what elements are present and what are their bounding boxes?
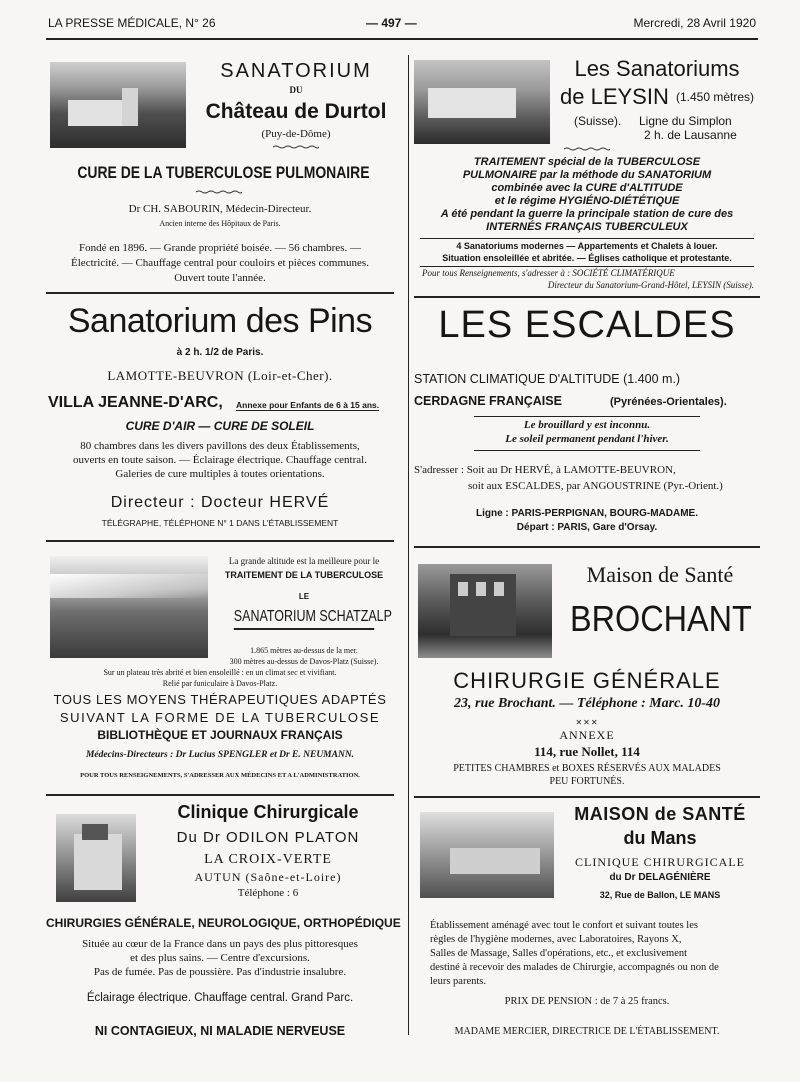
leysin-rule [420,238,754,239]
mans-du-mans: du Mans [623,828,697,848]
mans-building-photo [420,812,554,898]
escaldes-ligne: Ligne : PARIS-PERPIGNAN, BOURG-MADAME. [475,508,699,519]
durtol-sanatorium: SANATORIUM [220,60,372,82]
durtol-director-title: Ancien interne des Hôpitaux de Paris. [159,219,281,228]
escaldes-brouillard: Le brouillard y est inconnu. [523,419,651,431]
mans-text-5: leurs parents. [430,976,486,987]
durtol-director: Dr CH. SABOURIN, Médecin-Directeur. [128,203,312,215]
platon-clinic-photo [56,814,136,902]
brochant-nollet: 114, rue Nollet, 114 [534,744,640,759]
schatzalp-name: SANATORIUM SCHATZALP [234,608,374,630]
brochant-name: BROCHANT [570,598,752,639]
durtol-castle-photo [50,62,186,148]
column-divider [408,55,409,1035]
pins-text-1: 80 chambres dans les divers pavillons des deux Établissements, [80,440,360,452]
pins-telephone: TÉLÉGRAPHE, TÉLÉPHONE N° 1 DANS L'ÉTABLISSEMENT [101,518,339,528]
schatzalp-alt-2: 300 mètres au-dessus de Davos-Platz (Suisse). [229,657,379,666]
schatzalp-moyens-2: SUIVANT LA FORME DE LA TUBERCULOSE [59,710,381,725]
escaldes-soleil: Le soleil permanent pendant l'hiver. [505,433,669,445]
platon-croix-verte: LA CROIX-VERTE [204,852,332,867]
mans-text-4: destiné à recevoir des malades de Chirurgie, accompagnés ou non de [430,962,719,973]
schatzalp-contact: POUR TOUS RENSEIGNEMENTS, S'ADRESSER AUX MÉDECINS ET A L'ADMINISTRATION. [80,772,360,779]
ad-maison-du-mans [414,798,760,1048]
leysin-contact-2: Directeur du Sanatorium-Grand-Hôtel, LEYSIN (Suisse). [547,280,754,290]
mans-text-3: Salles de Massage, Salles d'opérations, etc., et exclusivement [430,948,688,959]
escaldes-title: LES ESCALDES [438,304,736,346]
escaldes-cerdagne: CERDAGNE FRANÇAISE [414,394,562,408]
running-header [48,14,756,36]
ornament [564,147,610,151]
schatzalp-mountain-photo [50,556,208,658]
brochant-maison: Maison de Santé [586,562,734,587]
pins-director: Directeur : Docteur HERVÉ [110,494,330,511]
escaldes-address-1: S'adresser : Soit au Dr HERVÉ, à LAMOTTE-BEUVRON, [414,464,676,476]
ad-brochant [414,548,760,796]
escaldes-rule [474,416,700,417]
leysin-country: (Suisse). [574,114,622,128]
ad-sanatorium-des-pins [46,294,394,540]
ad-clinique-platon [46,796,401,1056]
pins-cure: CURE D'AIR — CURE DE SOLEIL [125,419,315,433]
ad-schatzalp [46,542,394,794]
durtol-cure-title: CURE DE LA TUBERCULOSE PULMONAIRE [77,163,370,182]
leysin-info-1: 4 Sanatoriums modernes — Appartements et Chalets à louer. [456,241,718,251]
brochant-chirurgie: CHIRURGIE GÉNÉRALE [453,668,721,693]
platon-chirurgies: CHIRURGIES GÉNÉRALE, NEUROLOGIQUE, ORTHOPÉDIQUE [46,916,401,930]
leysin-para-1: TRAITEMENT spécial de la TUBERCULOSE [473,156,701,168]
durtol-text-1: Fondé en 1896. — Grande propriété boisée. — 56 chambres. — [79,242,361,254]
mans-directrice: MADAME MERCIER, DIRECTRICE DE L'ÉTABLISSEMENT. [454,1026,720,1037]
pins-distance: à 2 h. 1/2 de Paris. [176,347,264,358]
leysin-lausanne: 2 h. de Lausanne [644,128,737,142]
leysin-rule [420,266,754,267]
brochant-para-2: PEU FORTUNÉS. [549,776,625,787]
mans-clinique: CLINIQUE CHIRURGICALE [575,855,745,869]
leysin-para-3: combinée avec la CURE d'ALTITUDE [491,182,683,194]
pins-villa: VILLA JEANNE-D'ARC, [48,394,223,411]
ad-durtol [46,48,394,292]
ornament [273,145,319,149]
durtol-region: (Puy-de-Dôme) [261,128,331,140]
escaldes-depart: Départ : PARIS, Gare d'Orsay. [516,522,658,533]
ad-leysin [414,48,760,296]
durtol-du: DU [289,85,303,95]
pins-title: Sanatorium des Pins [67,302,373,340]
leysin-title-2: de LEYSIN [560,84,669,109]
leysin-altitude: (1.450 mètres) [676,90,755,104]
brochant-annexe: ANNEXE [559,728,615,742]
brochant-building-photo [418,564,552,658]
schatzalp-alt-3: Sur un plateau très abrité et bien ensoleillé : en un climat sec et vivifiant. [103,668,337,677]
leysin-para-4: et le régime HYGIÉNO-DIÉTÉTIQUE [494,195,680,207]
leysin-contact-1: Pour tous Renseignements, s'adresser à : SOCIÉTÉ CLIMATÉRIQUE [422,268,675,278]
brochant-address: 23, rue Brochant. — Téléphone : Marc. 10-40 [454,696,720,711]
platon-eclairage: Éclairage électrique. Chauffage central. Grand Parc. [86,992,354,1004]
pins-location: LAMOTTE-BEUVRON (Loir-et-Cher). [107,368,333,383]
leysin-para-5: A été pendant la guerre la principale station de cure des [440,208,734,220]
schatzalp-directors: Médecins-Directeurs : Dr Lucius SPENGLER et Dr E. NEUMANN. [85,750,355,760]
platon-autun: AUTUN (Saône-et-Loire) [194,870,342,884]
brochant-para-1: PETITES CHAMBRES et BOXES RÉSERVÉS AUX MALADES [453,763,721,774]
durtol-name: Château de Durtol [205,100,387,123]
leysin-photo [414,60,550,144]
ornament: ✕✕✕ [575,718,599,727]
mans-doctor: du Dr DELAGÉNIÈRE [609,872,711,883]
leysin-para-6: INTERNÉS FRANÇAIS TUBERCULEUX [486,221,688,233]
schatzalp-intro-1: La grande altitude est la meilleure pour le [228,556,380,566]
ornament [196,190,242,194]
leysin-para-2: PULMONAIRE par la méthode du SANATORIUM [462,169,712,181]
platon-clinique: Clinique Chirurgicale [177,802,359,822]
mans-address: 32, Rue de Ballon, LE MANS [599,890,721,900]
schatzalp-bibliotheque: BIBLIOTHÈQUE ET JOURNAUX FRANÇAIS [97,728,343,742]
mans-text-1: Établissement aménagé avec tout le confort et suivant toutes les [430,920,698,931]
platon-ni-contagieux: NI CONTAGIEUX, NI MALADIE NERVEUSE [94,1024,346,1038]
schatzalp-alt-4: Relié par funiculaire à Davos-Platz. [162,679,278,688]
escaldes-pyrenees: (Pyrénées-Orientales). [610,396,727,408]
pins-annexe: Annexe pour Enfants de 6 à 15 ans. [236,400,380,410]
schatzalp-le: LE [298,592,310,601]
escaldes-station: STATION CLIMATIQUE D'ALTITUDE (1.400 m.) [414,372,681,386]
leysin-simplon: Ligne du Simplon [639,114,732,128]
mans-text-2: règles de l'hygiène modernes, avec Laboratoires, Rayons X, [430,934,682,945]
ad-les-escaldes [414,298,760,546]
durtol-text-3: Ouvert toute l'année. [174,272,266,284]
durtol-text-2: Électricité. — Chauffage central pour couloirs et pièces communes. [71,257,369,269]
platon-telephone: Téléphone : 6 [237,887,299,899]
mans-prix: PRIX DE PENSION : de 7 à 25 francs. [504,996,670,1007]
issue-date: Mercredi, 28 Avril 1920 [633,16,756,30]
platon-text-1: Située au cœur de la France dans un pays des plus pittoresques [82,938,358,950]
escaldes-rule [474,450,700,451]
pins-text-2: ouverts en toute saison. — Éclairage électrique. Chauffage central. [73,454,367,466]
schatzalp-intro-2: TRAITEMENT DE LA TUBERCULOSE [224,570,384,580]
schatzalp-alt-1: 1.865 mètres au-dessus de la mer. [250,646,358,655]
escaldes-address-2: soit aux ESCALDES, par ANGOUSTRINE (Pyr.-Orient.) [468,480,723,492]
platon-text-2: et des plus sains. — Centre d'excursions. [130,952,310,964]
platon-doctor: Du Dr ODILON PLATON [176,829,360,846]
header-rule [46,38,758,40]
page-number: — 497 — [366,16,417,30]
schatzalp-moyens-1: TOUS LES MOYENS THÉRAPEUTIQUES ADAPTÉS [53,692,387,707]
platon-text-3: Pas de fumée. Pas de poussière. Pas d'industrie insalubre. [93,966,347,978]
mans-maison: MAISON de SANTÉ [574,804,746,824]
leysin-title-1: Les Sanatoriums [574,56,740,81]
pins-text-3: Galeries de cure multiples à toutes orientations. [115,468,325,480]
leysin-info-2: Situation ensoleillée et abritée. — Églises catholique et protestante. [442,253,732,263]
journal-title: LA PRESSE MÉDICALE, N° 26 [48,16,216,30]
